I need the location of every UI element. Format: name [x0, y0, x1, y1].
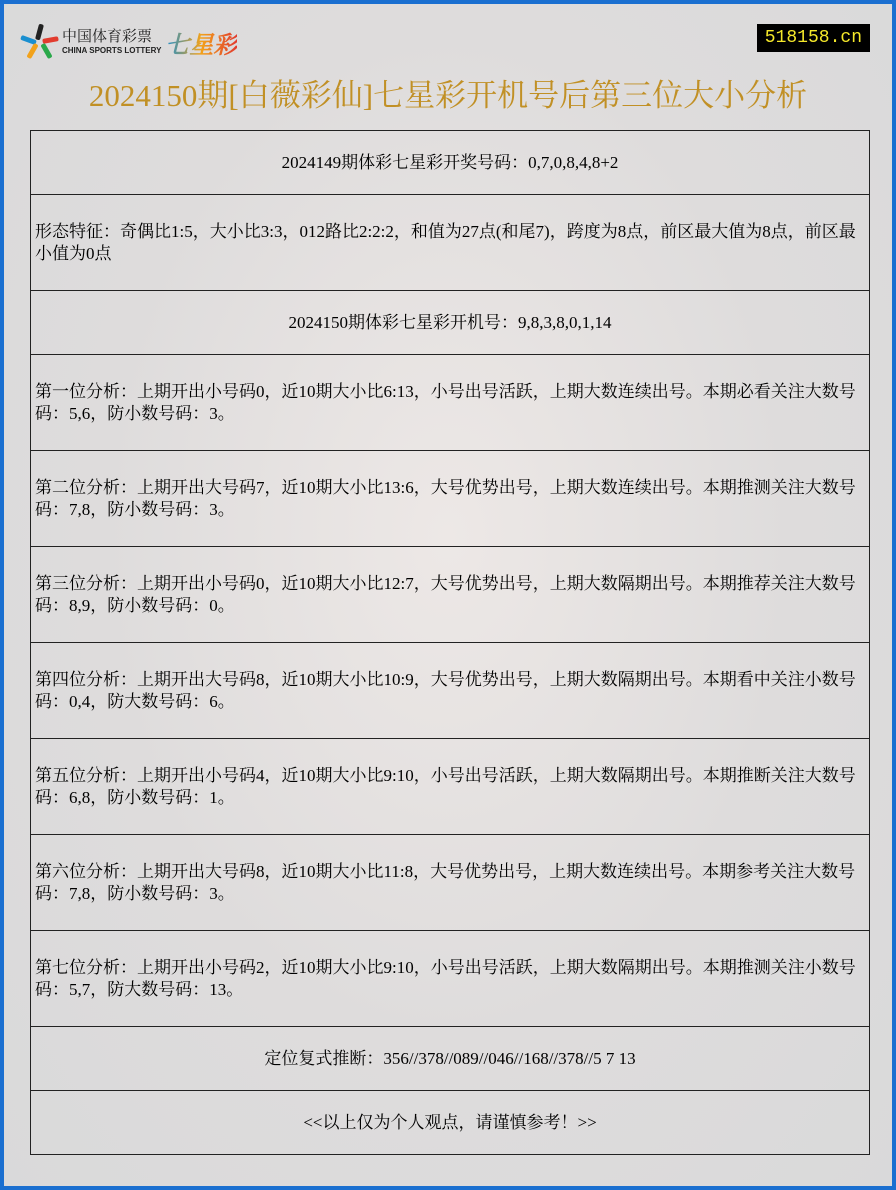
china-sports-lottery-logo — [22, 24, 237, 60]
page-title: 2024150期[白薇彩仙]七星彩开机号后第三位大小分析 — [88, 78, 808, 113]
position-4-analysis: 第四位分析：上期开出大号码8，近10期大小比10:9，大号优势出号，上期大数隔期出号。本期看中关注小数号码：0,4，防大数号码：6。 — [31, 643, 870, 739]
pattern-features-row: 形态特征：奇偶比1:5，大小比3:3，012路比2:2:2，和值为27点(和尾7)，跨度为8点，前区最大值为8点，前区最小值为0点 — [31, 195, 870, 291]
position-7-analysis: 第七位分析：上期开出小号码2，近10期大小比9:10，小号出号活跃，上期大数隔期出号。本期推测关注小数号码：5,7，防大数号码：13。 — [31, 931, 870, 1027]
combo-prediction-row: 定位复式推断：356//378//089//046//168//378//5 7 13 — [31, 1027, 870, 1091]
position-2-analysis: 第二位分析：上期开出大号码7，近10期大小比13:6，大号优势出号，上期大数连续出号。本期推测关注大数号码：7,8，防小数号码：3。 — [31, 451, 870, 547]
position-1-analysis: 第一位分析：上期开出小号码0，近10期大小比6:13，小号出号活跃，上期大数连续出号。本期必看关注大数号码：5,6，防小数号码：3。 — [31, 355, 870, 451]
disclaimer-row: <<以上仅为个人观点，请谨慎参考！>> — [31, 1091, 870, 1155]
previous-draw-row: 2024149期体彩七星彩开奖号码：0,7,0,8,4,8+2 — [31, 131, 870, 195]
logo-game: 七星彩 — [165, 25, 237, 60]
machine-number-row: 2024150期体彩七星彩开机号：9,8,3,8,0,1,14 — [31, 291, 870, 355]
logo-cn: 中国体育彩票 — [62, 27, 153, 45]
logo-en: CHINA SPORTS LOTTERY — [62, 46, 162, 55]
lottery-star-icon — [22, 24, 58, 60]
analysis-table — [30, 130, 870, 1155]
position-6-analysis: 第六位分析：上期开出大号码8，近10期大小比11:8，大号优势出号，上期大数连续出号。本期参考关注大数号码：7,8，防小数号码：3。 — [31, 835, 870, 931]
site-badge: 518158.cn — [757, 24, 870, 52]
position-3-analysis: 第三位分析：上期开出小号码0，近10期大小比12:7，大号优势出号，上期大数隔期出号。本期推荐关注大数号码：8,9，防小数号码：0。 — [31, 547, 870, 643]
position-5-analysis: 第五位分析：上期开出小号码4，近10期大小比9:10，小号出号活跃，上期大数隔期出号。本期推断关注大数号码：6,8，防小数号码：1。 — [31, 739, 870, 835]
